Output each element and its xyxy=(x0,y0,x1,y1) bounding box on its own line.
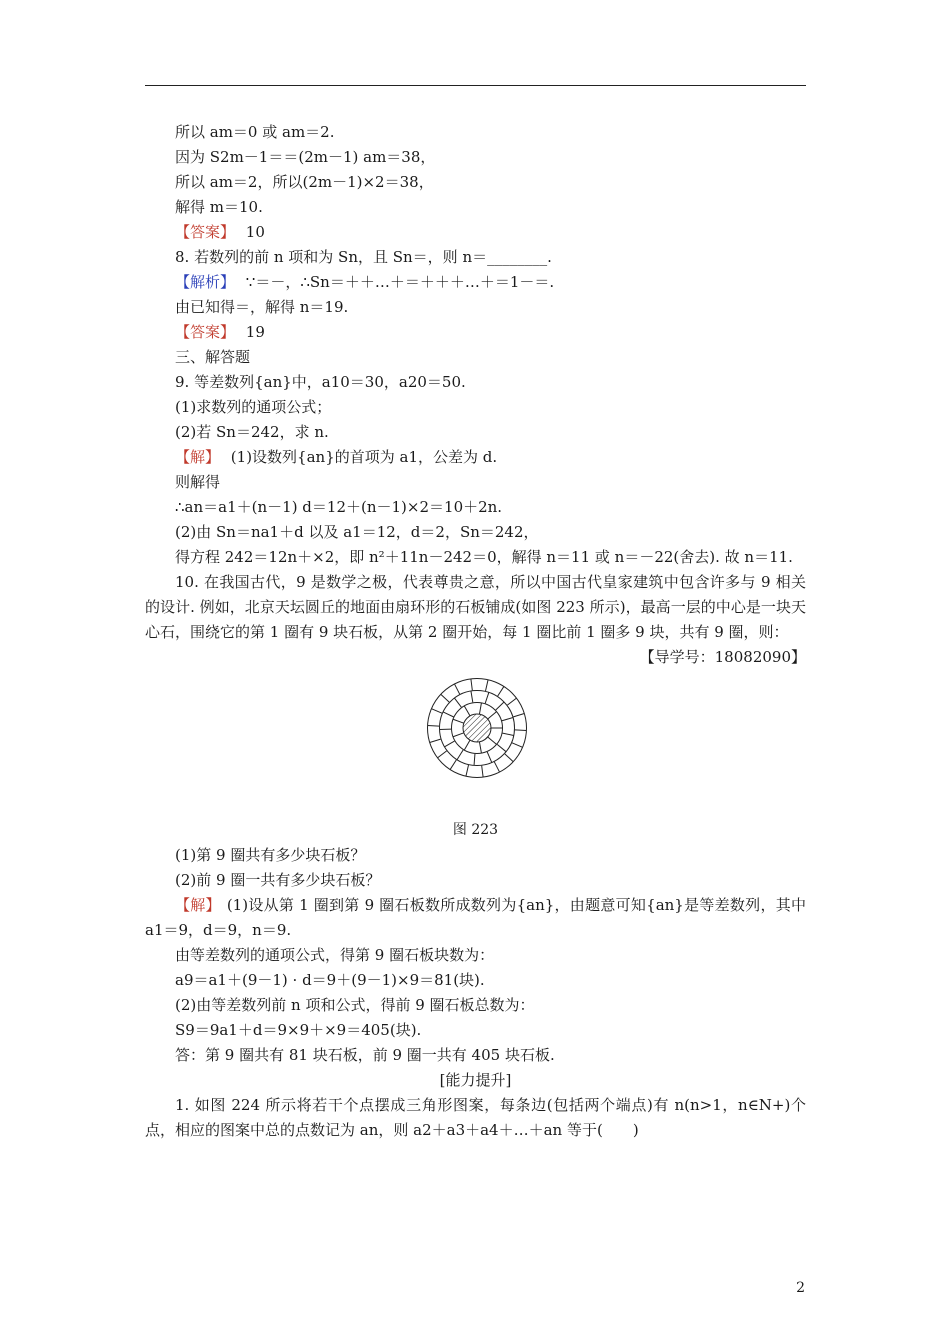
ring-divider xyxy=(457,750,463,760)
ring-divider xyxy=(474,754,475,765)
text-line: 解得 m＝10. xyxy=(175,198,263,216)
text-line: S9＝9a1＋d＝9×9＋×9＝405(块). xyxy=(175,1021,422,1039)
page-number: 2 xyxy=(796,1280,805,1296)
text-line: 由已知得＝，解得 n＝19. xyxy=(175,298,349,316)
answer-text: 10 xyxy=(245,223,265,241)
problem-1: 1. 如图 224 所示将若干个点摆成三角形图案，每条边(包括两个端点)有 n(n>1，n∈N+)个点，相应的图案中总的点数记为 an，则 a2＋a3＋a4＋…＋an 等于( ) xyxy=(145,1096,806,1139)
text-line: ∴an＝a1＋(n－1) d＝12＋(n－1)×2＝10＋2n. xyxy=(175,498,503,516)
ring-divider xyxy=(507,698,516,705)
ring-divider xyxy=(487,752,492,763)
answer-tag: 【答案】 xyxy=(175,223,236,241)
ring-divider xyxy=(443,712,453,717)
ring-divider xyxy=(496,702,504,710)
answer-tag: 【答案】 xyxy=(175,323,236,341)
ring-divider xyxy=(485,680,488,691)
ring-divider xyxy=(438,751,447,758)
ring-divider xyxy=(497,744,506,751)
ring-divider xyxy=(515,730,526,731)
text-line: 因为 S2m－1＝＝(2m－1) am＝38， xyxy=(175,148,436,166)
ring-divider xyxy=(445,741,455,747)
ring-divider xyxy=(479,742,481,753)
figure-caption: 图 223 xyxy=(452,822,499,838)
solution-tag: 【解】 xyxy=(175,448,221,466)
question-9: 9. 等差数列{an}中，a10＝30，a20＝50. xyxy=(175,373,466,391)
text-line: (2)由 Sn＝na1＋d 以及 a1＝12，d＝2，Sn＝242， xyxy=(175,523,539,541)
analysis-text: ∵＝－，∴Sn＝＋＋…＋＝＋＋＋…＋＝1－＝. xyxy=(245,273,555,291)
text-line: a9＝a1＋(9－1) · d＝9＋(9－1)×9＝81(块). xyxy=(175,971,485,989)
text-line: 由等差数列的通项公式，得第 9 圈石板块数为： xyxy=(175,946,495,964)
guide-number: 【导学号：18082090】 xyxy=(639,648,806,666)
ring-divider xyxy=(488,712,497,719)
question-10-part: (2)前 9 圈一共有多少块石板？ xyxy=(175,871,381,889)
solution-text: (1)设从第 1 圈到第 9 圈石板数所成数列为{an}，由题意可知{an}是等差数列，其中 a1＝9，d＝9，n＝9. xyxy=(145,896,806,939)
answer-8 xyxy=(145,320,806,345)
solution-text: (1)设数列{an}的首项为 a1，公差为 d. xyxy=(230,448,498,466)
ring-divider xyxy=(471,679,472,690)
ring-divider xyxy=(430,739,441,742)
ring-divider xyxy=(494,762,499,772)
ring-divider xyxy=(482,766,483,777)
ring-divider xyxy=(453,719,464,723)
text-line: 得方程 242＝12n＋×2，即 n²＋11n－242＝0，解得 n＝11 或 n＝－22(舍去). 故 n＝11. xyxy=(175,548,793,566)
section-improve: [能力提升] xyxy=(439,1071,512,1089)
question-8: 8. 若数列的前 n 项和为 Sn，且 Sn＝，则 n＝________. xyxy=(175,248,552,266)
stone-rings-figure xyxy=(427,678,527,778)
ring-divider xyxy=(479,703,481,714)
ring-divider xyxy=(466,765,469,776)
text-line: 所以 am＝0 或 am＝2. xyxy=(175,123,335,141)
ring-divider xyxy=(431,709,442,713)
question-9-part: (2)若 Sn＝242，求 n. xyxy=(175,423,329,441)
ring-divider xyxy=(428,725,439,726)
ring-divider xyxy=(498,686,504,696)
solution-9 xyxy=(145,445,806,470)
section-heading: 三、解答题 xyxy=(175,348,251,366)
ring-divider xyxy=(471,691,473,702)
solution-tag: 【解】 xyxy=(175,896,221,914)
ring-divider xyxy=(485,692,489,703)
ring-divider xyxy=(464,706,470,716)
header-rule xyxy=(145,85,806,86)
ring-divider xyxy=(441,694,449,702)
analysis-8 xyxy=(145,270,806,295)
ring-divider xyxy=(450,760,456,770)
ring-divider xyxy=(505,754,513,762)
text-line: 所以 am＝2，所以(2m－1)×2＝38， xyxy=(175,173,434,191)
ring-divider xyxy=(453,733,464,737)
ring-divider xyxy=(454,684,459,694)
ring-divider xyxy=(454,698,461,707)
question-10-part: (1)第 9 圈共有多少块石板？ xyxy=(175,846,366,864)
ring-divider xyxy=(513,713,524,716)
answer-7 xyxy=(145,220,806,245)
ring-divider xyxy=(502,733,513,735)
ring-divider xyxy=(512,743,523,747)
text-line: 则解得 xyxy=(175,473,221,491)
ring-divider xyxy=(488,737,497,744)
answer-text: 19 xyxy=(245,323,265,341)
figure-223 xyxy=(145,678,806,818)
solution-10 xyxy=(145,893,806,943)
question-9-part: (1)求数列的通项公式； xyxy=(175,398,332,416)
analysis-tag: 【解析】 xyxy=(175,273,236,291)
ring-divider xyxy=(502,718,513,721)
text-line: 答：第 9 圈共有 81 块石板，前 9 圈一共有 405 块石板. xyxy=(175,1046,555,1064)
document-body xyxy=(145,120,806,1143)
text-line: (2)由等差数列前 n 项和公式，得前 9 圈石板总数为： xyxy=(175,996,535,1014)
question-10: 10. 在我国古代，9 是数学之极，代表尊贵之意，所以中国古代皇家建筑中包含许多与 9 相关的设计. 例如，北京天坛圆丘的地面由扇环形的石板铺成(如图 223 所示)，最高一层的中心是一块天心石，围绕它的第 1 圈有 9 块石板，从第 2 圈开始，每 1 圈比前 1 圈多 9 块，共有 9 圈，则： xyxy=(145,573,806,641)
ring-divider xyxy=(464,740,470,750)
